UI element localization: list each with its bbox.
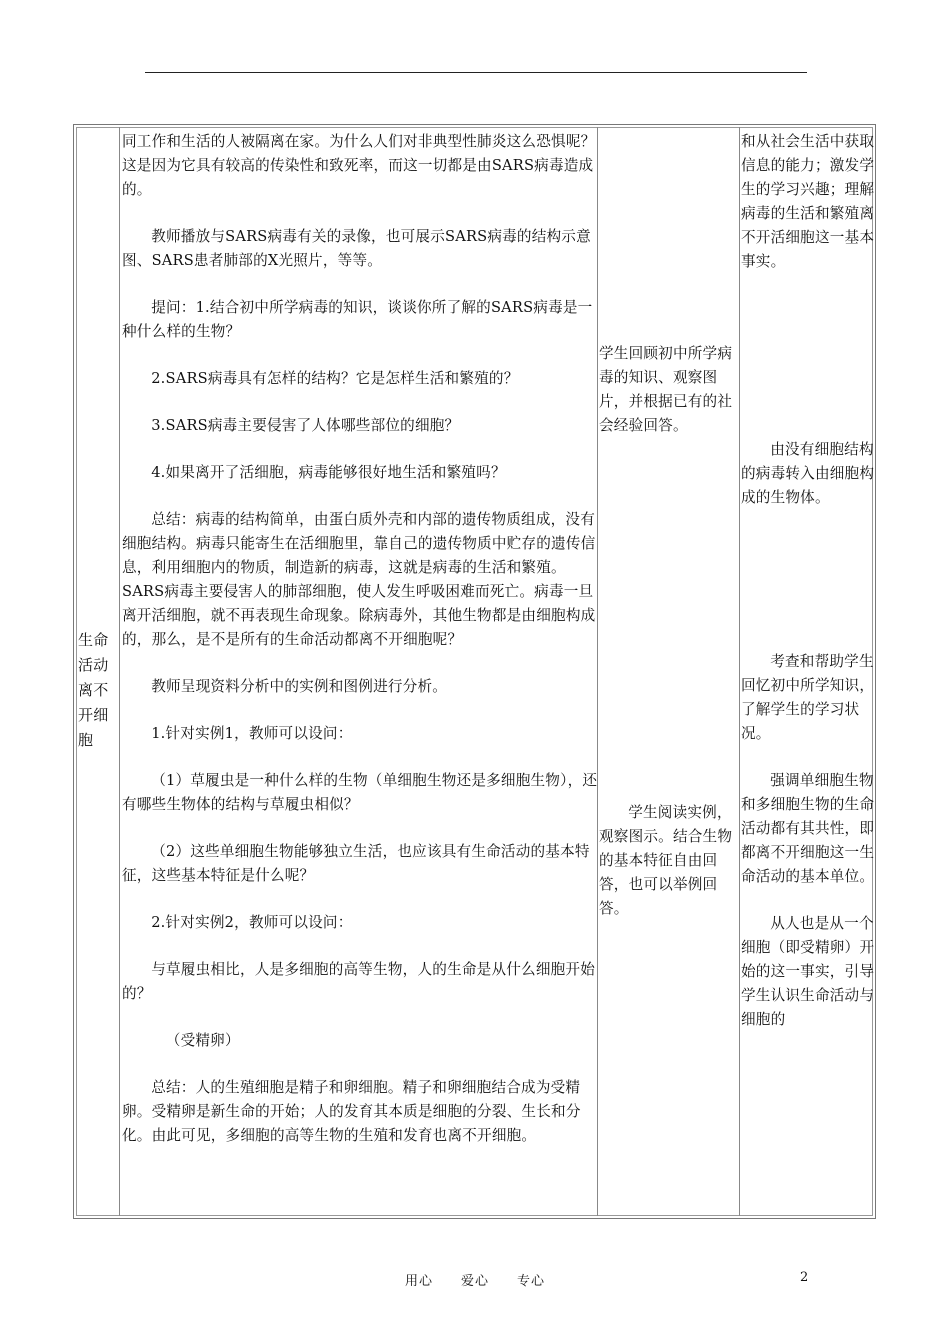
paragraph: 和从社会生活中获取信息的能力；激发学生的学习兴趣；理解病毒的生活和繁殖离不开活细胞这一基本事实。: [741, 133, 875, 270]
footer-text: 专心: [517, 1274, 546, 1289]
teacher-activity-column: [122, 130, 598, 1148]
section-label: 生命活动离不开细胞: [78, 631, 109, 749]
summary-paragraph: 总结：病毒的结构简单，由蛋白质外壳和内部的遗传物质组成，没有细胞结构。病毒只能寄生在活细胞里，靠自己的遗传物质中贮存的遗传信息，利用细胞内的物质，制造新的病毒，这就是病毒的生活和繁殖。SARS病毒主要侵害人的肺部细胞，使人发生呼吸困难而死亡。病毒一旦离开活细胞，就不再表现生命现象。除病毒外，其他生物都是由细胞构成的，那么，是不是所有的生命活动都离不开细胞呢？: [122, 511, 596, 648]
paragraph: 同工作和生活的人被隔离在家。为什么人们对非典型性肺炎这么恐惧呢？这是因为它具有较高的传染性和致死率，而这一切都是由SARS病毒造成的。: [122, 133, 596, 198]
paragraph: 2.SARS病毒具有怎样的结构？它是怎样生活和繁殖的？: [151, 370, 519, 387]
footer-text: 爱心: [460, 1274, 489, 1289]
paragraph: 教师播放与SARS病毒有关的录像，也可展示SARS病毒的结构示意图、SARS患者肺部的X光照片，等等。: [122, 228, 591, 269]
paragraph: （受精卵）: [165, 1032, 240, 1049]
paragraph: （1）草履虫是一种什么样的生物（单细胞生物还是多细胞生物），还有哪些生物体的结构与草履虫相似？: [122, 772, 598, 813]
paragraph: 与草履虫相比，人是多细胞的高等生物，人的生命是从什么细胞开始的？: [122, 961, 596, 1002]
paragraph: 由没有细胞结构的病毒转入由细胞构成的生物体。: [741, 441, 875, 506]
paragraph: 考查和帮助学生回忆初中所学知识，了解学生的学习状况。: [741, 653, 875, 742]
page-number: 2: [800, 1270, 809, 1285]
paragraph: 提问：1.结合初中所学病毒的知识，谈谈你所了解的SARS病毒是一种什么样的生物？: [122, 299, 593, 340]
student-activity-column: [599, 130, 739, 921]
paragraph: （2）这些单细胞生物能够独立生活，也应该具有生命活动的基本特征，这些基本特征是什么呢？: [122, 843, 590, 884]
paragraph: 从人也是从一个细胞（即受精卵）开始的这一事实，引导学生认识生命活动与细胞的: [741, 915, 875, 1028]
header-rule: [145, 72, 807, 73]
paragraph: 学生回顾初中所学病毒的知识、观察图片，并根据已有的社会经验回答。: [599, 345, 733, 434]
paragraph: 4.如果离开了活细胞，病毒能够很好地生活和繁殖吗？: [151, 464, 506, 481]
paragraph: 2.针对实例2，教师可以设问：: [151, 914, 353, 931]
paragraph: 教师呈现资料分析中的实例和图例进行分析。: [151, 678, 448, 695]
paragraph: 学生阅读实例，观察图示。结合生物的基本特征自由回答，也可以举例回答。: [599, 804, 733, 917]
paragraph: 强调单细胞生物和多细胞生物的生命活动都有其共性，即都离不开细胞这一生命活动的基本单位。: [741, 772, 875, 885]
paragraph: 1.针对实例1，教师可以设问：: [151, 725, 353, 742]
design-intent-column: [741, 130, 875, 1032]
paragraph: 3.SARS病毒主要侵害了人体哪些部位的细胞？: [151, 417, 460, 434]
column-divider: [119, 127, 120, 1216]
footer-text: 用心: [404, 1274, 433, 1289]
summary-paragraph: 总结：人的生殖细胞是精子和卵细胞。精子和卵细胞结合成为受精卵。受精卵是新生命的开始；人的发育其本质是细胞的分裂、生长和分化。由此可见，多细胞的高等生物的生殖和发育也离不开细胞。: [122, 1079, 581, 1144]
column-divider: [739, 127, 740, 1216]
